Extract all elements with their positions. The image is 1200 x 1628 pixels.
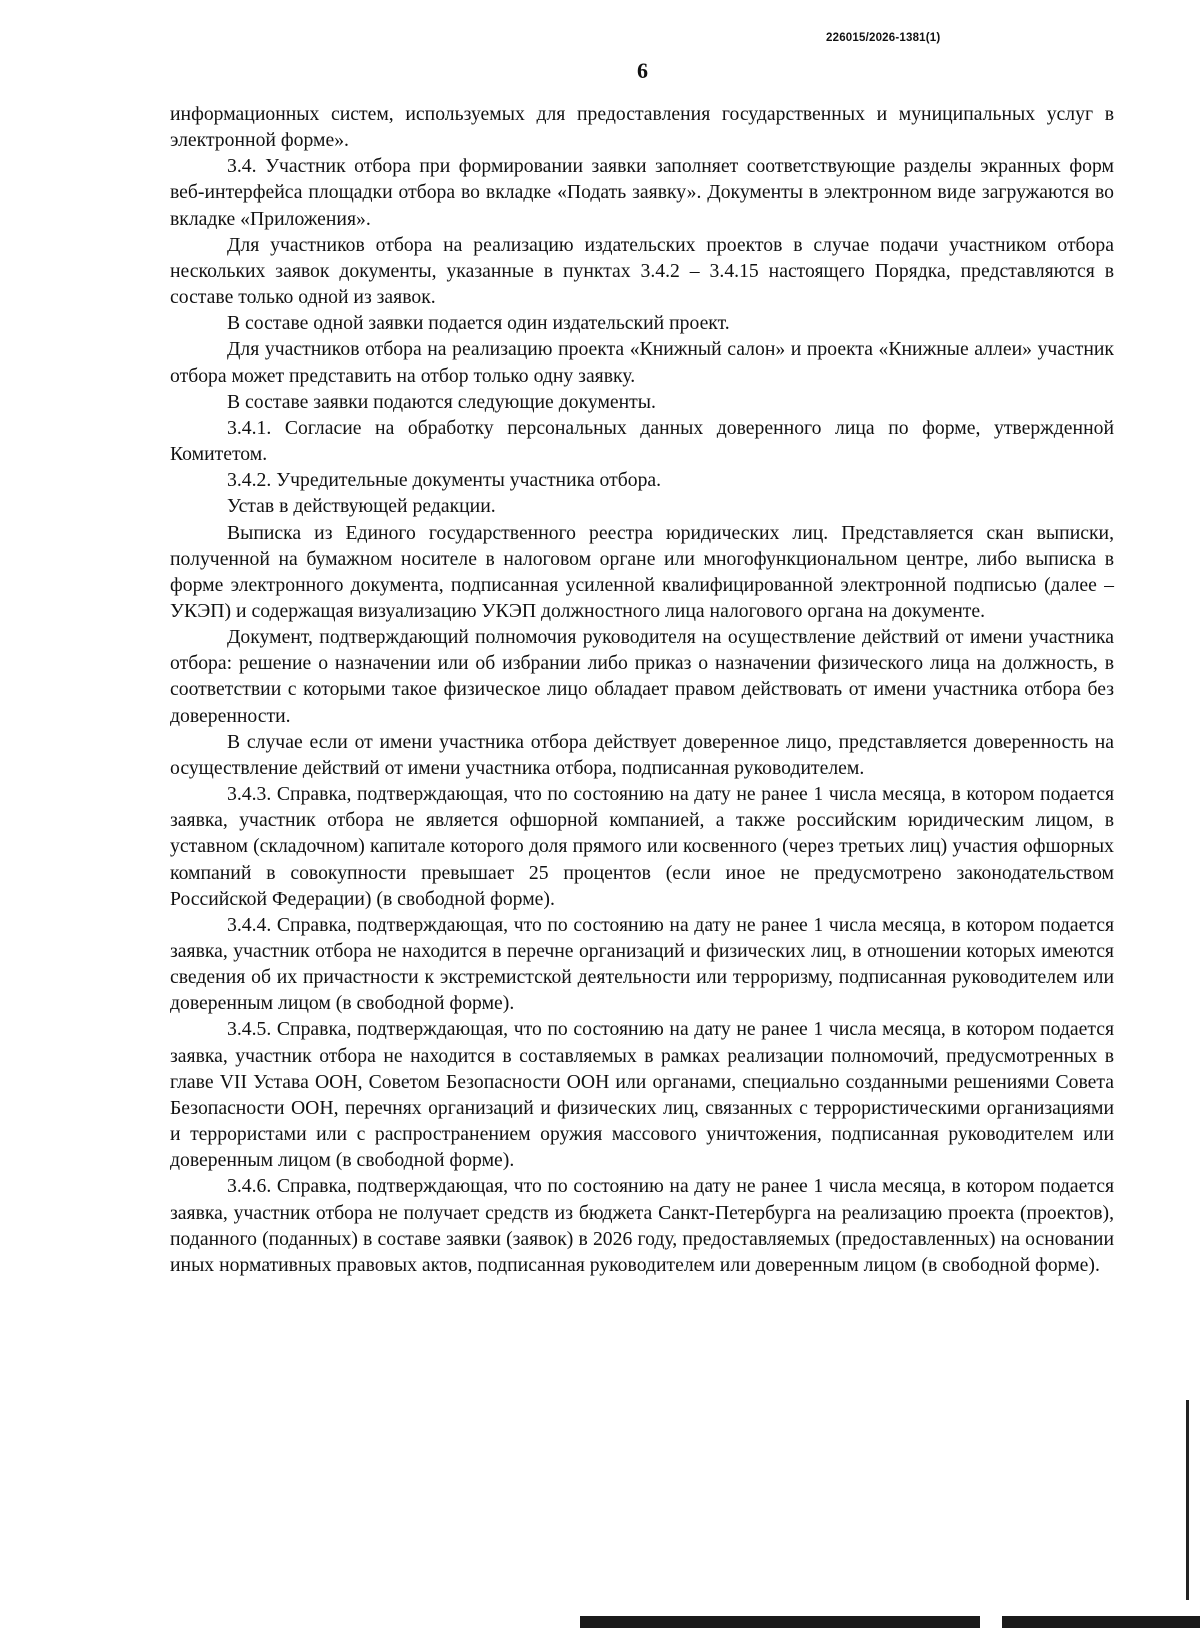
paragraph-authority-document: Документ, подтверждающий полномочия руководителя на осуществление действий от имени участника отбора: решение о назначении или об избрании либо приказ о назначении физического лица на должность, в соответствии с которыми такое физическое лицо обладает правом действовать от имени участника отбора без доверенности. — [170, 626, 1114, 727]
paragraph-charter: Устав в действующей редакции. — [227, 495, 496, 518]
paragraph-3-4-3: 3.4.3. Справка, подтверждающая, что по состоянию на дату не ранее 1 числа месяца, в котором подается заявка, участник отбора не является офшорной компанией, а также российским юридическим лицом, в уставном (складочном) капитале которого доля прямого или косвенного (через третьих лиц) участия офшорных компаний в совокупности превышает 25 процентов (если иное не предусмотрено законодательством Российской Федерации) (в свободной форме). — [170, 783, 1114, 910]
paragraph-power-of-attorney: В случае если от имени участника отбора действует доверенное лицо, представляется доверенность на осуществление действий от имени участника отбора, подписанная руководителем. — [170, 730, 1114, 779]
document-registration-number: 226015/2026-1381(1) — [826, 32, 941, 44]
scan-edge-mark — [1186, 1400, 1189, 1600]
scan-border-gap — [980, 1612, 1002, 1628]
document-body — [170, 101, 1114, 1278]
paragraph-book-salon: Для участников отбора на реализацию проекта «Книжный салон» и проекта «Книжные аллеи» участник отбора может представить на отбор только одну заявку. — [170, 338, 1114, 387]
paragraph-continuation: информационных систем, используемых для предоставления государственных и муниципальных услуг в электронной форме». — [170, 103, 1114, 152]
paragraph-one-project: В составе одной заявки подается один издательский проект. — [227, 312, 730, 335]
paragraph-3-4-5: 3.4.5. Справка, подтверждающая, что по состоянию на дату не ранее 1 числа месяца, в котором подается заявка, участник отбора не находится в составляемых в рамках реализации полномочий, предусмотренных в главе VII Устава ООН, Советом Безопасности ООН или органами, специально созданными решениями Совета Безопасности ООН, перечнях организаций и физических лиц, связанных с террористическими организациями и террористами или с распространением оружия массового уничтожения, подписанная руководителем или доверенным лицом (в свободной форме). — [170, 1018, 1114, 1172]
paragraph-3-4-6: 3.4.6. Справка, подтверждающая, что по состоянию на дату не ранее 1 числа месяца, в котором подается заявка, участник отбора не получает средств из бюджета Санкт-Петербурга на реализацию проекта (проектов), поданного (поданных) в составе заявки (заявок) в 2026 году, предоставляемых (предоставленных) на основании иных нормативных правовых актов, подписанная руководителем или доверенным лицом (в свободной форме). — [170, 1175, 1114, 1276]
paragraph-3-4-4: 3.4.4. Справка, подтверждающая, что по состоянию на дату не ранее 1 числа месяца, в котором подается заявка, участник отбора не находится в перечне организаций и физических лиц, в отношении которых имеются сведения об их причастности к экстремистской деятельности или терроризму, подписанная руководителем или доверенным лицом (в свободной форме). — [170, 913, 1114, 1015]
page-number: 6 — [637, 58, 648, 83]
paragraph-egrul-extract: Выписка из Единого государственного реестра юридических лиц. Представляется скан выписки, полученной на бумажном носителе в налоговом органе или многофункциональном центре, либо выписка в форме электронного документа, подписанная усиленной квалифицированной электронной подписью (далее – УКЭП) и содержащая визуализацию УКЭП должностного лица налогового органа на документе. — [170, 521, 1114, 622]
scan-bottom-border — [580, 1616, 1200, 1628]
paragraph-publishing-projects: Для участников отбора на реализацию издательских проектов в случае подачи участником отбора нескольких заявок документы, указанные в пунктах 3.4.2 – 3.4.15 настоящего Порядка, представляются в составе только одной из заявок. — [170, 233, 1114, 309]
paragraph-3-4: 3.4. Участник отбора при формировании заявки заполняет соответствующие разделы экранных форм веб-интерфейса площадки отбора во вкладке «Подать заявку». Документы в электронном виде загружаются во вкладке «Приложения». — [170, 155, 1114, 230]
paragraph-3-4-1: 3.4.1. Согласие на обработку персональных данных доверенного лица по форме, утвержденной Комитетом. — [170, 416, 1114, 466]
paragraph-3-4-2: 3.4.2. Учредительные документы участника отбора. — [227, 469, 662, 492]
paragraph-documents-intro: В составе заявки подаются следующие документы. — [227, 390, 656, 413]
